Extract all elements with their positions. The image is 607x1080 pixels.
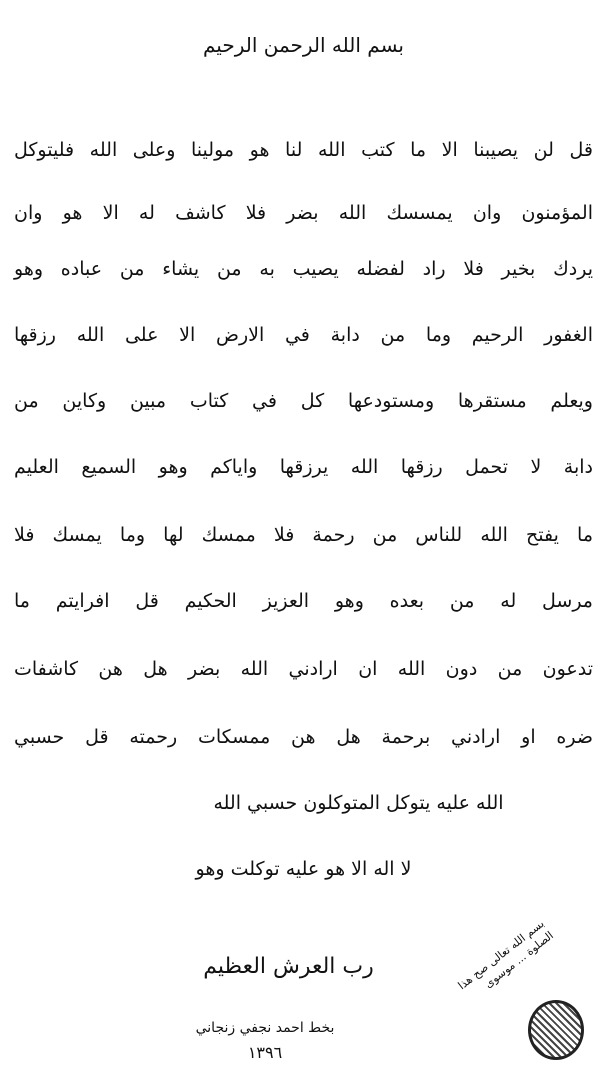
verse-line: ويعلم مستقرها ومستودعها كل في كتاب مبين وكاين من [14,390,593,412]
verse-line: المؤمنون وان يمسسك الله بضر فلا كاشف له الا هو وان [14,202,593,224]
verse-line: ما يفتح الله للناس من رحمة فلا ممسك لها وما يمسك فلا [14,524,593,546]
verse-line: تدعون من دون الله ان ارادني الله بضر هل هن كاشفات [14,658,593,680]
verse-line: الله عليه يتوكل المتوكلون حسبي الله [213,792,504,814]
calligrapher-credit: بخط احمد نجفي زنجاني [195,1020,335,1036]
year: ١٣٩٦ [247,1043,283,1062]
verse-line: قل لن يصيبنا الا ما كتب الله لنا هو مولينا وعلى الله فليتوكل [14,139,593,161]
seal-stamp [528,1000,584,1060]
verse-line: يردك بخير فلا راد لفضله يصيب به من يشاء من عباده وهو [14,258,593,280]
verse-line: دابة لا تحمل رزقها الله يرزقها واياكم وهو السميع العليم [14,456,593,478]
verse-line: لا اله الا هو عليه توكلت وهو [195,858,412,880]
basmala: بسم الله الرحمن الرحيم [202,33,404,57]
handwritten-endorsement: بسم الله تعالى صح هذا الصلوة ... موسوی [455,917,556,993]
verse-line-final: رب العرش العظيم [203,954,374,979]
verse-line: الغفور الرحيم وما من دابة في الارض الا على الله رزقها [14,324,593,346]
verse-line: مرسل له من بعده وهو العزيز الحكيم قل افرايتم ما [14,590,593,612]
verse-line: ضره او ارادني برحمة هل هن ممسكات رحمته قل حسبي [14,726,593,748]
